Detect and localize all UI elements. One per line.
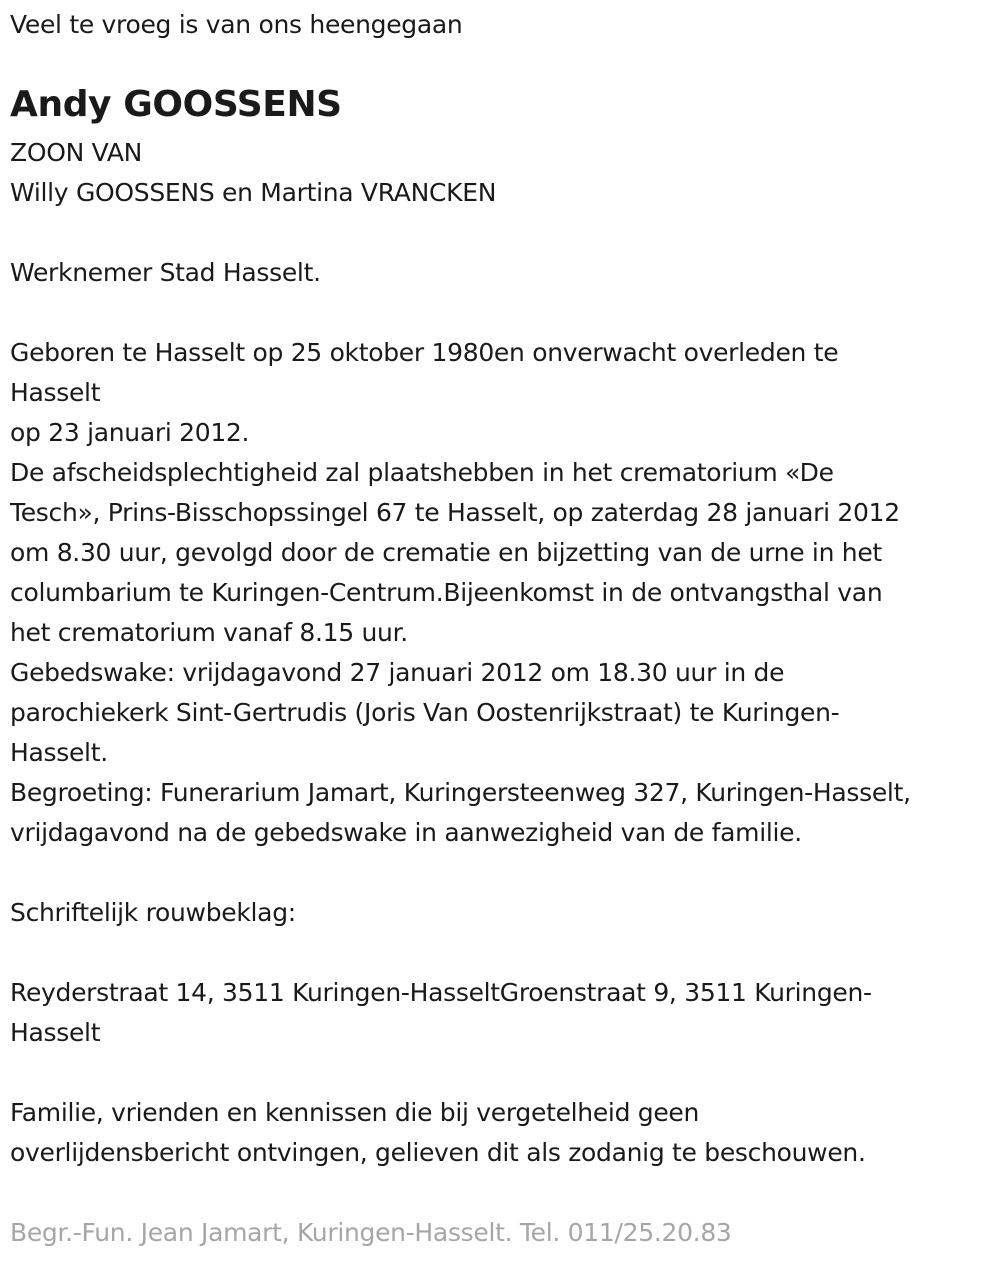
details-block [10,333,911,853]
details-line: parochiekerk Sint-Gertrudis (Joris Van Oostenrijkstraat) te Kuringen- [10,698,840,727]
notice-line: overlijdensbericht ontvingen, gelieven dit als zodanig te beschouwen. [10,1138,866,1167]
details-line: vrijdagavond na de gebedswake in aanwezigheid van de familie. [10,818,802,847]
deceased-name: Andy GOOSSENS [10,84,342,125]
notice-line: Familie, vrienden en kennissen die bij vergetelheid geen [10,1098,700,1127]
family-notice [10,1093,866,1173]
address-line: Reyderstraat 14, 3511 Kuringen-HasseltGroenstraat 9, 3511 Kuringen- [10,978,872,1007]
condolences-heading-block [10,893,296,933]
condolences-addresses [10,973,872,1053]
parents-names: Willy GOOSSENS en Martina VRANCKEN [10,178,497,207]
details-line: Geboren te Hasselt op 25 oktober 1980en onverwacht overleden te [10,338,839,367]
parents-block [10,133,496,213]
details-line: Hasselt [10,378,101,407]
details-line: om 8.30 uur, gevolgd door de crematie en bijzetting van de urne in het [10,538,882,567]
occupation-text: Werknemer Stad Hasselt. [10,258,321,287]
details-line: het crematorium vanaf 8.15 uur. [10,618,408,647]
address-line: Hasselt [10,1018,101,1047]
occupation-block [10,253,321,293]
details-line: op 23 januari 2012. [10,418,250,447]
intro-text: Veel te vroeg is van ons heengegaan [10,10,463,39]
details-line: Hasselt. [10,738,108,767]
details-line: Begroeting: Funerarium Jamart, Kuringersteenweg 327, Kuringen-Hasselt, [10,778,911,807]
details-line: De afscheidsplechtigheid zal plaatshebben in het crematorium «De [10,458,834,487]
details-line: Gebedswake: vrijdagavond 27 januari 2012 om 18.30 uur in de [10,658,785,687]
condolences-heading: Schriftelijk rouwbeklag: [10,898,296,927]
funeral-home-footer: Begr.-Fun. Jean Jamart, Kuringen-Hasselt. Tel. 011/25.20.83 [10,1218,732,1247]
relation-text: ZOON VAN [10,138,143,167]
details-line: columbarium te Kuringen-Centrum.Bijeenkomst in de ontvangsthal van [10,578,883,607]
details-line: Tesch», Prins-Bisschopssingel 67 te Hasselt, op zaterdag 28 januari 2012 [10,498,900,527]
